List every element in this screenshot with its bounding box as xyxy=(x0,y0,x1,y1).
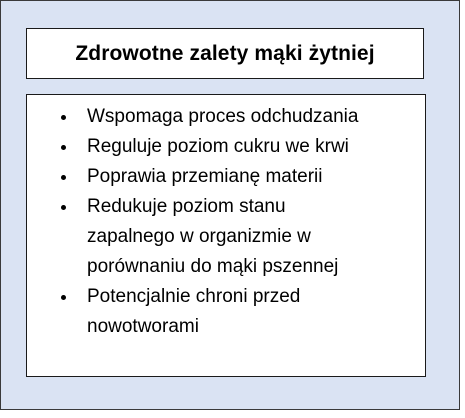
bullet-icon xyxy=(61,295,66,300)
bullet-icon xyxy=(61,145,66,150)
page-title: Zdrowotne zalety mąki żytniej xyxy=(75,41,375,65)
list-item-line: Potencjalnie chroni przed xyxy=(87,286,301,307)
list-item xyxy=(27,282,425,342)
list-item-line: Wspomaga proces odchudzania xyxy=(87,106,359,127)
list-item-line: zapalnego w organizmie w xyxy=(87,226,311,247)
list-item xyxy=(27,162,425,192)
bullet-icon xyxy=(61,205,66,210)
list-item-line: porównaniu do mąki pszennej xyxy=(87,256,339,277)
list-item-line: nowotworami xyxy=(87,316,199,337)
list-item xyxy=(27,192,425,282)
title-box xyxy=(26,28,424,79)
list-item xyxy=(27,102,425,132)
benefits-list xyxy=(27,102,425,342)
bullet-icon xyxy=(61,175,66,180)
list-item-line: Poprawia przemianę materii xyxy=(87,166,323,187)
list-item-line: Reguluje poziom cukru we krwi xyxy=(87,136,349,157)
benefits-list-box xyxy=(26,94,426,377)
bullet-icon xyxy=(61,115,66,120)
list-item-line: Redukuje poziom stanu xyxy=(87,196,286,217)
list-item xyxy=(27,132,425,162)
